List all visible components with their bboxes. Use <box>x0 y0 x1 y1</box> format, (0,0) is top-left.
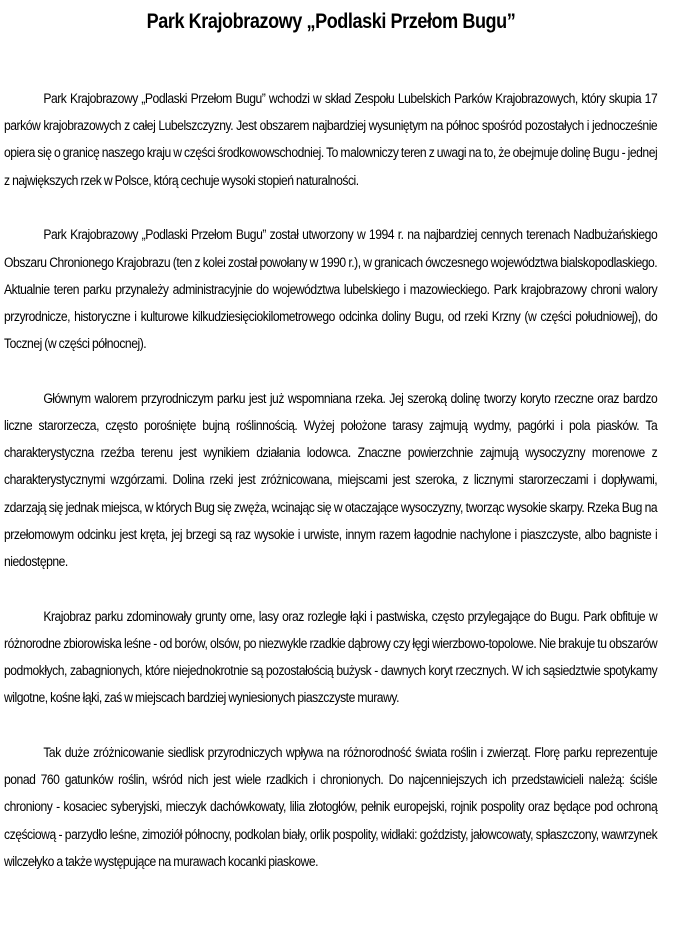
document-page <box>0 6 680 944</box>
paragraph-4: Krajobraz parku zdominowały grunty orne, lasy oraz rozległe łąki i pastwiska, często przylegające do Bugu. Park obfituje w różnorodne zbiorowiska leśne - od borów, olsów, po niezwykle rzadkie dąbrowy czy łęgi wierzbowo-topolowe. Nie brakuje tu obszarów podmokłych, zabagnionych, które niejednokrotnie są pozostałością bużysk - dawnych koryt rzecznych. W ich sąsiedztwie spotykamy wilgotne, kośne łąki, zaś w miejscach bardziej wyniesionych piaszczyste murawy. <box>4 608 658 707</box>
paragraph-3: Głównym walorem przyrodniczym parku jest już wspomniana rzeka. Jej szeroką dolinę tworzy koryto rzeczne oraz bardzo liczne starorzecza, często porośnięte bujną roślinnością. Wyżej położone tarasy zajmują wydmy, pagórki i pola piasków. Ta charakterystyczna rzeźba terenu jest wynikiem działania lodowca. Znaczne powierzchnie zajmują wysoczyzny morenowe z charakterystycznymi wzgórzami. Dolina rzeki jest zróżnicowana, miejscami jest szeroka, z licznymi starorzeczami i dopływami, zdarzają się jednak miejsca, w których Bug się zwęża, wcinając się w otaczające wysoczyzny, tworząc wysokie skarpy. Rzeka Bug na przełomowym odcinku jest kręta, jej brzegi są raz wysokie i urwiste, innym razem łagodnie nachylone i piaszczyste, albo bagniste i niedostępne. <box>4 390 658 571</box>
document-body <box>4 86 658 876</box>
paragraph-2: Park Krajobrazowy „Podlaski Przełom Bugu” został utworzony w 1994 r. na najbardziej cennych terenach Nadbużańskiego Obszaru Chronionego Krajobrazu (ten z kolei został powołany w 1990 r.), w granicach ówczesnego województwa bialskopodlaskiego. Aktualnie teren parku przynależy administracyjnie do województwa lubelskiego i mazowieckiego. Park krajobrazowy chroni walory przyrodnicze, historyczne i kulturowe kilkudziesięciokilometrowego odcinka doliny Bugu, od rzeki Krzny (w części południowej), do Tocznej (w części północnej). <box>4 227 658 353</box>
paragraph-1: Park Krajobrazowy „Podlaski Przełom Bugu” wchodzi w skład Zespołu Lubelskich Parków Krajobrazowych, który skupia 17 parków krajobrazowych z całej Lubelszczyzny. Jest obszarem najbardziej wysuniętym na północ spośród pozostałych i jednocześnie opiera się o granicę naszego kraju w części środkowowschodniej. To malowniczy teren z uwagi na to, że obejmuje dolinę Bugu - jednej z największych rzek w Polsce, którą cechuje wysoki stopień naturalności. <box>4 91 658 189</box>
paragraph-5: Tak duże zróżnicowanie siedlisk przyrodniczych wpływa na różnorodność świata roślin i zwierząt. Florę parku reprezentuje ponad 760 gatunków roślin, wśród nich jest wiele rzadkich i chronionych. Do najcenniejszych ich przedstawicieli należą: ściśle chroniony - kosaciec syberyjski, mieczyk dachówkowaty, lilia złotogłów, pełnik europejski, rojnik pospolity oraz będące pod ochroną częściową - parzydło leśne, zimoziół północny, podkolan biały, orlik pospolity, widłaki: goździsty, jałowcowaty, spłaszczony, wawrzynek wilczełyko a także występujące na murawach kocanki piaskowe. <box>4 745 658 870</box>
document-title: Park Krajobrazowy „Podlaski Przełom Bugu” <box>146 10 516 33</box>
